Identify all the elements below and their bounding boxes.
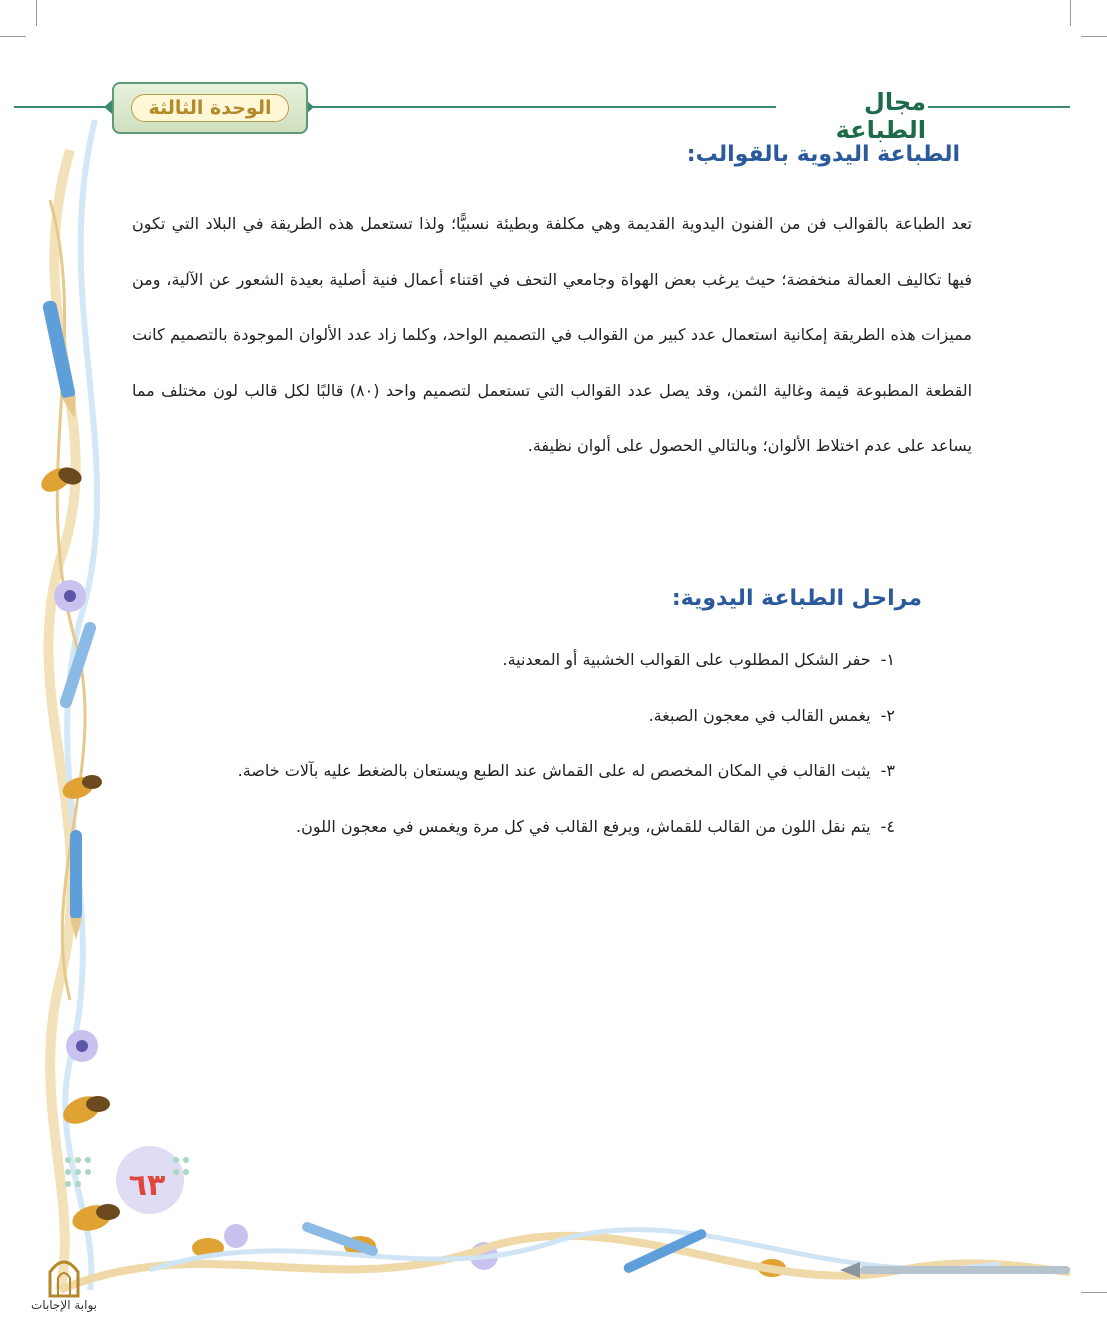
step-text: يثبت القالب في المكان المخصص له على القماش عند الطبع ويستعان بالضغط عليه بآلات خاصة. (237, 761, 871, 780)
unit-badge (112, 82, 308, 134)
flower-icon (66, 1030, 98, 1062)
step-number: ٢- (880, 705, 895, 725)
page-number: ٦٣ (128, 1168, 166, 1203)
step-number: ١- (880, 650, 895, 669)
watermark-text: بوابة الإجابات (30, 1298, 97, 1312)
step-number: ٤- (880, 816, 895, 836)
flower-icon (54, 580, 86, 612)
step-text: يتم نقل اللون من القالب للقماش، ويرفع القالب في كل مرة ويغمس في معجون اللون. (296, 816, 871, 836)
header-rule (14, 106, 110, 108)
unit-label: الوحدة الثالثة (131, 94, 288, 122)
list-item (150, 696, 895, 752)
steps-list (150, 640, 895, 862)
header-rule (306, 106, 776, 108)
flower-icon (224, 1224, 248, 1248)
step-text: حفر الشكل المطلوب على القوالب الخشبية أو المعدنية. (502, 650, 871, 669)
list-item (150, 640, 895, 696)
body-paragraph: تعد الطباعة بالقوالب فن من الفنون اليدوية القديمة وهي مكلفة وبطيئة نسبيًّا؛ ولذا تستعمل هذه الطريقة في البلاد التي تكون فيها تكاليف العمالة منخفضة؛ حيث يرغب بعض الهواة وجامعي التحف في اقتناء أعمال فنية أصلية بعيدة الشعور عن الآلية، ومن مميزات هذه الطريقة إمكانية استعمال عدد كبير من القوالب في التصميم الواحد، وكلما زاد عدد الألوان الموجودة بالتصميم كانت القطعة المطبوعة قيمة وغالية الثمن، وقد يصل عدد القوالب التي تستعمل لتصميم واحد (٨٠) قالبًا لكل قالب لون مختلف مما يساعد على عدم اختلاط الألوان؛ وبالتالي الحصول على ألوان نظيفة. (132, 214, 973, 455)
butterfly-icon (70, 1201, 120, 1235)
section-title: مجال الطباعة (835, 88, 926, 144)
heading-printing-stages: مراحل الطباعة اليدوية: (671, 586, 922, 611)
heading-block-printing: الطباعة اليدوية بالقوالب: (686, 142, 960, 167)
list-item (150, 807, 895, 863)
list-item (150, 751, 895, 807)
step-text: يغمس القالب في معجون الصبغة. (648, 705, 871, 725)
header-rule (928, 106, 1070, 108)
step-number: ٣- (880, 761, 895, 780)
pen-icon (70, 830, 82, 940)
